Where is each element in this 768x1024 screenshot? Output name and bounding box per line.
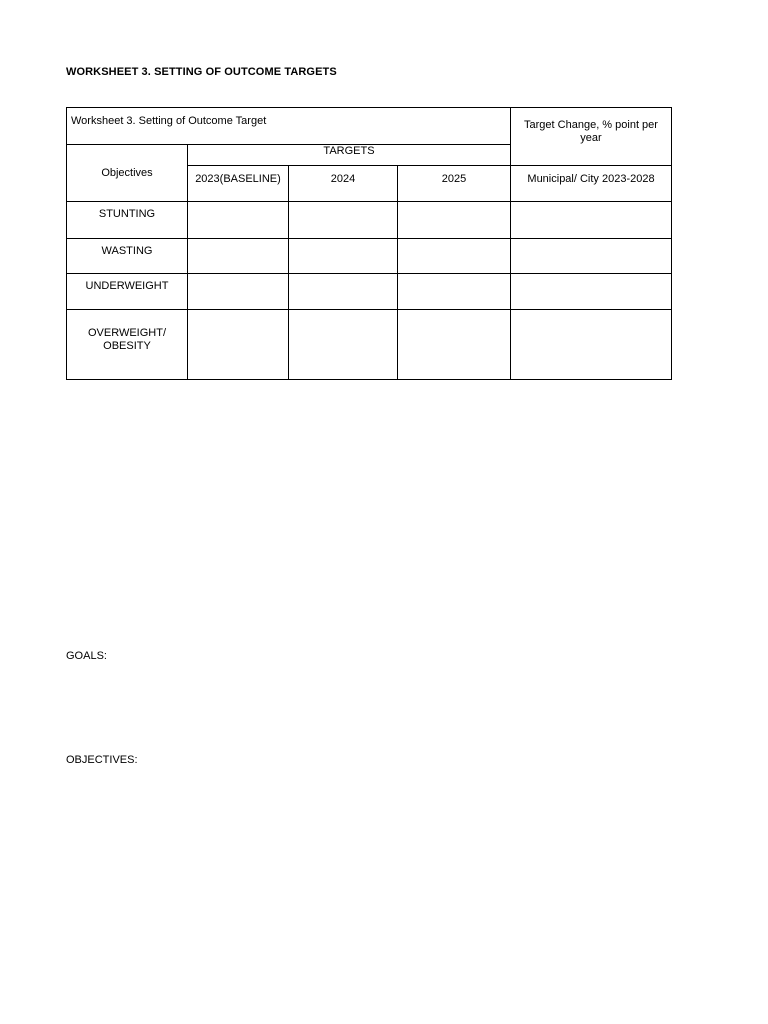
table-cell[interactable] <box>188 310 289 380</box>
row-label-underweight: UNDERWEIGHT <box>67 274 188 310</box>
page-title: WORKSHEET 3. SETTING OF OUTCOME TARGETS <box>66 66 337 78</box>
table-cell[interactable] <box>511 310 672 380</box>
column-header-2025: 2025 <box>398 166 511 202</box>
column-header-baseline: 2023(BASELINE) <box>188 166 289 202</box>
table-cell[interactable] <box>188 239 289 274</box>
table-cell[interactable] <box>289 239 398 274</box>
table-cell[interactable] <box>398 202 511 239</box>
table-cell[interactable] <box>188 274 289 310</box>
column-header-2024: 2024 <box>289 166 398 202</box>
table-cell[interactable] <box>511 274 672 310</box>
table-cell[interactable] <box>188 202 289 239</box>
targets-header: TARGETS <box>188 145 511 166</box>
row-label-overweight-obesity: OVERWEIGHT/ OBESITY <box>67 310 188 380</box>
objectives-label: OBJECTIVES: <box>66 754 138 766</box>
outcome-targets-table <box>66 107 672 380</box>
table-cell[interactable] <box>398 239 511 274</box>
target-change-header: Target Change, % point per year <box>511 108 672 166</box>
table-cell[interactable] <box>289 202 398 239</box>
table-title: Worksheet 3. Setting of Outcome Target <box>67 108 511 145</box>
table-cell[interactable] <box>511 202 672 239</box>
column-header-municipal: Municipal/ City 2023-2028 <box>511 166 672 202</box>
table-cell[interactable] <box>398 310 511 380</box>
table-cell[interactable] <box>398 274 511 310</box>
table-row <box>67 239 672 274</box>
table-row <box>67 202 672 239</box>
objectives-header: Objectives <box>67 145 188 202</box>
table-cell[interactable] <box>289 274 398 310</box>
table-row <box>67 310 672 380</box>
table-row <box>67 274 672 310</box>
row-label-wasting: WASTING <box>67 239 188 274</box>
goals-label: GOALS: <box>66 650 107 662</box>
table-cell[interactable] <box>511 239 672 274</box>
row-label-stunting: STUNTING <box>67 202 188 239</box>
table-cell[interactable] <box>289 310 398 380</box>
table-title-row <box>67 108 672 145</box>
